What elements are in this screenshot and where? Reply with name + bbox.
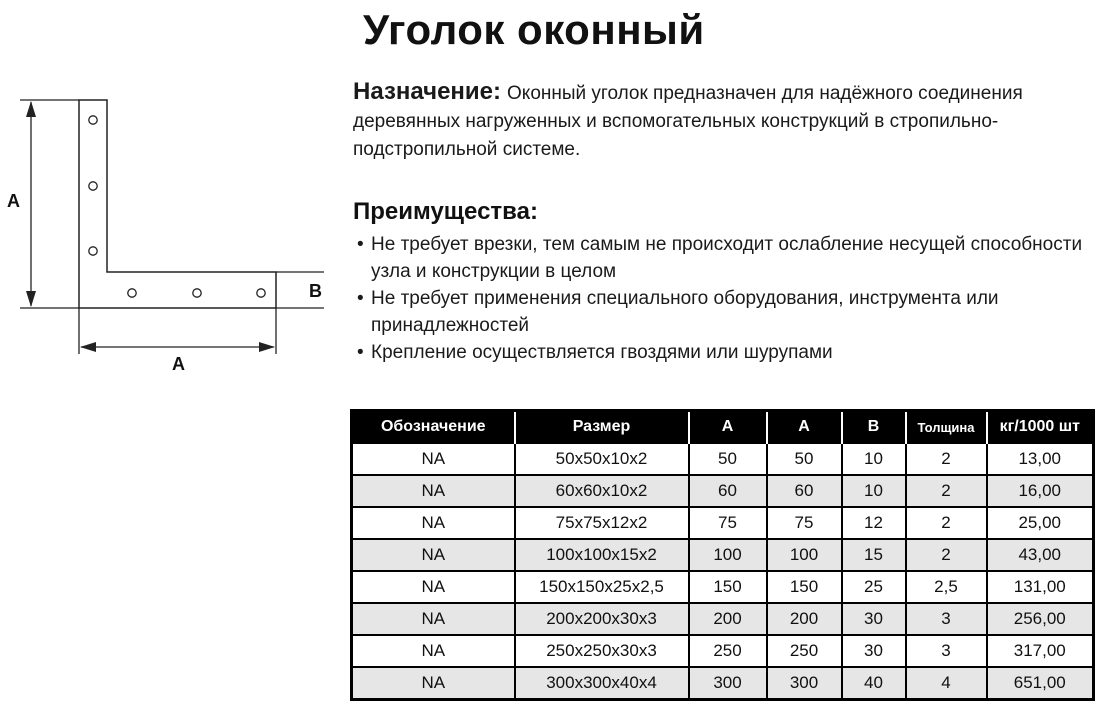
table-cell: 131,00	[987, 571, 1094, 603]
table-cell: 4	[906, 667, 987, 700]
table-cell: 2	[906, 475, 987, 507]
table-cell: NA	[352, 507, 515, 539]
purpose-text: Оконный уголок предназначен для надёжного соединения деревянных нагруженных и вспомогательных конструкций в стропильно-подстропильной системе.	[353, 83, 1023, 160]
specifications-table	[350, 409, 1095, 701]
dimension-label-a-vertical: A	[7, 191, 20, 211]
advantages-heading: Преимущества:	[353, 198, 538, 225]
table-cell: NA	[352, 667, 515, 700]
table-row	[352, 507, 1094, 539]
table-cell: 75	[767, 507, 842, 539]
arrow-up-icon	[26, 101, 36, 117]
table-cell: 25,00	[987, 507, 1094, 539]
page-title: Уголок оконный	[363, 6, 705, 53]
screw-hole-icon	[128, 289, 136, 297]
dimension-label-a-horizontal: A	[172, 354, 185, 374]
table-cell: 3	[906, 635, 987, 667]
screw-hole-icon	[257, 289, 265, 297]
table-header-row	[352, 411, 1094, 444]
table-cell: 16,00	[987, 475, 1094, 507]
table-cell: 13,00	[987, 443, 1094, 475]
table-cell: 12	[842, 507, 906, 539]
table-cell: 10	[842, 475, 906, 507]
table-row	[352, 635, 1094, 667]
column-header: A	[689, 411, 767, 444]
arrow-left-icon	[80, 342, 96, 352]
screw-hole-icon	[89, 116, 97, 124]
table-cell: 250x250x30x3	[515, 635, 689, 667]
table-cell: 50	[767, 443, 842, 475]
table-cell: 2	[906, 443, 987, 475]
advantage-item: • Крепление осуществляется гвоздями или шурупами	[353, 339, 1103, 366]
table-cell: 250	[689, 635, 767, 667]
table-cell: 250	[767, 635, 842, 667]
bracket-outline	[79, 100, 276, 308]
table-row	[352, 443, 1094, 475]
table-cell: 100	[689, 539, 767, 571]
table-cell: 50	[689, 443, 767, 475]
table-cell: 75	[689, 507, 767, 539]
table-cell: 30	[842, 635, 906, 667]
table-cell: 50x50x10x2	[515, 443, 689, 475]
table-cell: 30	[842, 603, 906, 635]
column-header: A	[767, 411, 842, 444]
table-cell: NA	[352, 443, 515, 475]
corner-bracket-diagram	[0, 90, 340, 390]
advantages-list	[353, 231, 1103, 366]
screw-hole-icon	[193, 289, 201, 297]
table-row	[352, 475, 1094, 507]
table-cell: NA	[352, 603, 515, 635]
bullet-icon: •	[357, 234, 364, 255]
advantage-item: • Не требует применения специального оборудования, инструмента или принадлежностей	[353, 285, 1103, 339]
table-cell: 60	[689, 475, 767, 507]
table-cell: 40	[842, 667, 906, 700]
table-row	[352, 667, 1094, 700]
table-cell: 100x100x15x2	[515, 539, 689, 571]
screw-hole-icon	[89, 247, 97, 255]
table-cell: 3	[906, 603, 987, 635]
table-cell: 200	[767, 603, 842, 635]
table-cell: 2	[906, 539, 987, 571]
table-cell: 300	[689, 667, 767, 700]
table-cell: 256,00	[987, 603, 1094, 635]
advantage-item: • Не требует врезки, тем самым не происходит ослабление несущей способности узла и конструкции в целом	[353, 231, 1103, 285]
bullet-icon: •	[357, 342, 364, 363]
table-cell: 300	[767, 667, 842, 700]
table-cell: 200x200x30x3	[515, 603, 689, 635]
dimension-label-b: B	[309, 281, 322, 301]
table-row	[352, 539, 1094, 571]
table-cell: 60x60x10x2	[515, 475, 689, 507]
arrow-down-icon	[26, 291, 36, 307]
table-cell: 15	[842, 539, 906, 571]
table-cell: 150x150x25x2,5	[515, 571, 689, 603]
purpose-label: Назначение:	[353, 78, 502, 105]
table-cell: NA	[352, 539, 515, 571]
table-cell: 200	[689, 603, 767, 635]
table-cell: 2,5	[906, 571, 987, 603]
column-header: Толщина	[906, 411, 987, 444]
purpose-paragraph	[353, 78, 1103, 164]
table-cell: 2	[906, 507, 987, 539]
table-cell: NA	[352, 635, 515, 667]
table-row	[352, 571, 1094, 603]
table-cell: 651,00	[987, 667, 1094, 700]
table-cell: 10	[842, 443, 906, 475]
screw-hole-icon	[89, 182, 97, 190]
table-cell: 300x300x40x4	[515, 667, 689, 700]
table-cell: NA	[352, 571, 515, 603]
bullet-icon: •	[357, 288, 364, 309]
column-header: Размер	[515, 411, 689, 444]
table-cell: 317,00	[987, 635, 1094, 667]
table-row	[352, 603, 1094, 635]
table-cell: 25	[842, 571, 906, 603]
table-cell: 60	[767, 475, 842, 507]
table-cell: 75x75x12x2	[515, 507, 689, 539]
table-cell: 150	[767, 571, 842, 603]
table-cell: 150	[689, 571, 767, 603]
column-header: Обозначение	[352, 411, 515, 444]
arrow-right-icon	[259, 342, 275, 352]
column-header: B	[842, 411, 906, 444]
table-cell: 43,00	[987, 539, 1094, 571]
table-cell: 100	[767, 539, 842, 571]
table-cell: NA	[352, 475, 515, 507]
column-header: кг/1000 шт	[987, 411, 1094, 444]
